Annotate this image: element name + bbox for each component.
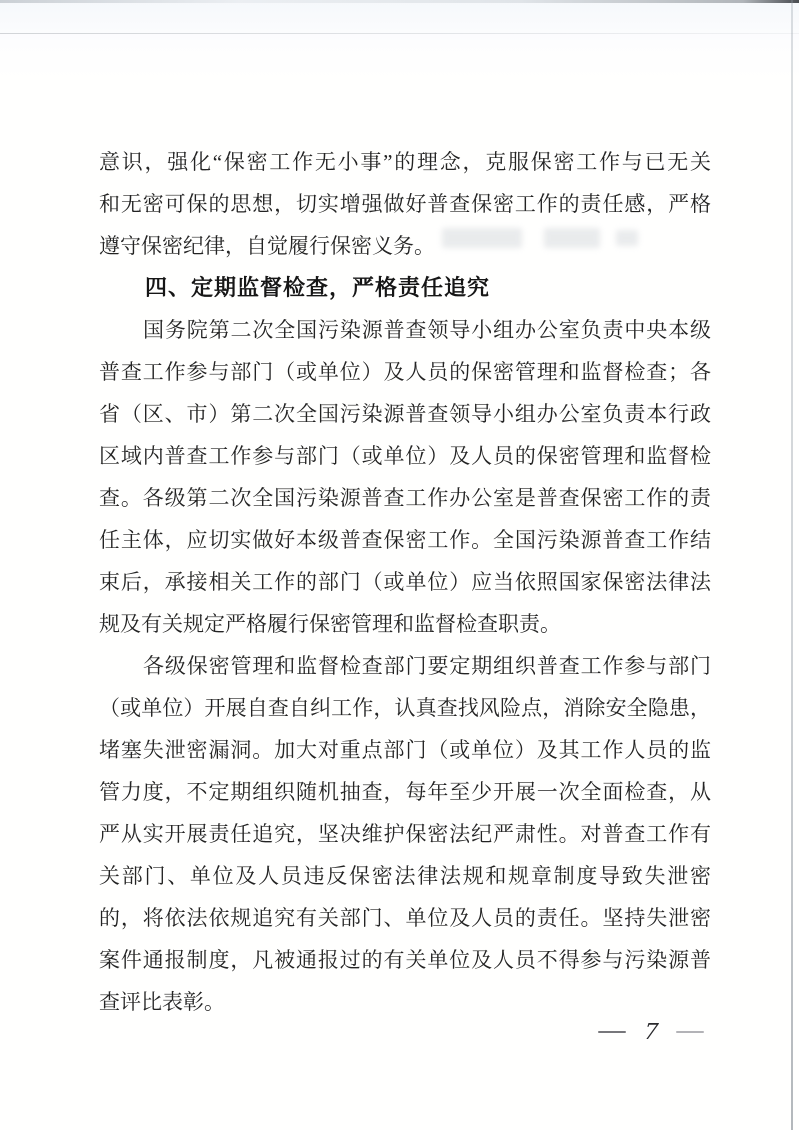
text-line: 各级保密管理和监督检查部门要定期组织普查工作参与部门 [143, 654, 711, 678]
scan-horizontal-line-artifact [0, 33, 799, 34]
text-line: 国务院第二次全国污染源普查领导小组办公室负责中央本级 [143, 318, 711, 342]
heading-line: 四、定期监督检查，严格责任追究 [145, 275, 491, 300]
text-line: 严从实开展责任追究，坚决维护保密法纪严肃性。对普查工作有 [99, 822, 711, 846]
text-line: 规及有关规定严格履行保密管理和监督检查职责。 [99, 612, 561, 636]
paragraph [99, 309, 711, 645]
text-line: 查评比表彰。 [99, 990, 225, 1014]
paragraph [99, 141, 711, 267]
text-line: 意识，强化“保密工作无小事”的理念，克服保密工作与已无关 [99, 150, 711, 174]
page-number [598, 1016, 704, 1048]
text-line: 案件通报制度，凡被通报过的有关单位及人员不得参与污染源普 [99, 948, 711, 972]
text-line: 遵守保密纪律，自觉履行保密义务。 [99, 234, 435, 258]
text-line: 的，将依法依规追究有关部门、单位及人员的责任。坚持失泄密 [99, 906, 711, 930]
text-line: 省（区、市）第二次全国污染源普查领导小组办公室负责本行政 [99, 402, 711, 426]
text-line: 关部门、单位及人员违反保密法律法规和规章制度导致失泄密 [99, 864, 711, 888]
text-line: 和无密可保的思想，切实增强做好普查保密工作的责任感，严格 [99, 192, 711, 216]
text-line: 管力度，不定期组织随机抽查，每年至少开展一次全面检查，从 [99, 780, 711, 804]
text-line: 束后，承接相关工作的部门（或单位）应当依照国家保密法律法 [99, 570, 711, 594]
scan-right-edge-artifact [791, 0, 793, 1130]
page-number-value: 7 [642, 1019, 660, 1045]
paragraph [99, 645, 711, 1023]
document-text [99, 141, 711, 1023]
text-line: 堵塞失泄密漏洞。加大对重点部门（或单位）及其工作人员的监 [99, 738, 711, 762]
text-line: 任主体，应切实做好本级普查保密工作。全国污染源普查工作结 [99, 528, 711, 552]
page-number-dash-right [676, 1031, 704, 1033]
scan-top-edge-artifact [0, 0, 799, 3]
text-line: 查。各级第二次全国污染源普查工作办公室是普查保密工作的责 [99, 486, 711, 510]
text-line: 普查工作参与部门（或单位）及人员的保密管理和监督检查；各 [99, 360, 711, 384]
page-number-dash-left [598, 1031, 626, 1033]
section-heading [99, 267, 711, 309]
text-line: （或单位）开展自查自纠工作，认真查找风险点，消除安全隐患， [99, 696, 711, 720]
text-line: 区域内普查工作参与部门（或单位）及人员的保密管理和监督检 [99, 444, 711, 468]
